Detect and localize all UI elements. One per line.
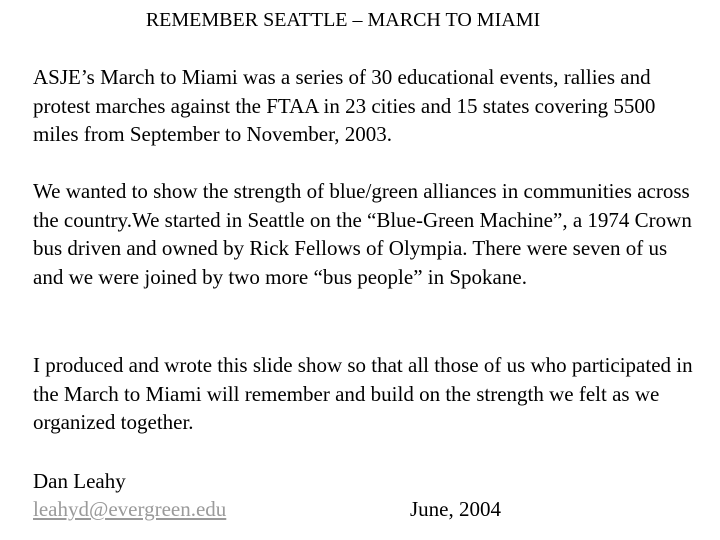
slide-title: REMEMBER SEATTLE – MARCH TO MIAMI: [145, 9, 541, 31]
author-email-link[interactable]: leahyd@evergreen.edu: [33, 497, 227, 521]
purpose-paragraph: I produced and wrote this slide show so that all those of us who participated in the March to Miami will remember and build on the strength we felt as we organized together.: [33, 353, 693, 434]
alliances-paragraph: We wanted to show the strength of blue/green alliances in communities across the country.We started in Seattle on the “Blue-Green Machine”, a 1974 Crown bus driven and owned by Rick Fellows of Olympia. There were seven of us and we were joined by two more “bus people” in Spokane.: [33, 179, 692, 289]
signoff-date: June, 2004: [410, 497, 501, 521]
author-name: Dan Leahy: [33, 469, 126, 493]
intro-paragraph: ASJE’s March to Miami was a series of 30 educational events, rallies and protest marches against the FTAA in 23 cities and 15 states covering 5500 miles from September to November, 2003.: [33, 65, 656, 146]
